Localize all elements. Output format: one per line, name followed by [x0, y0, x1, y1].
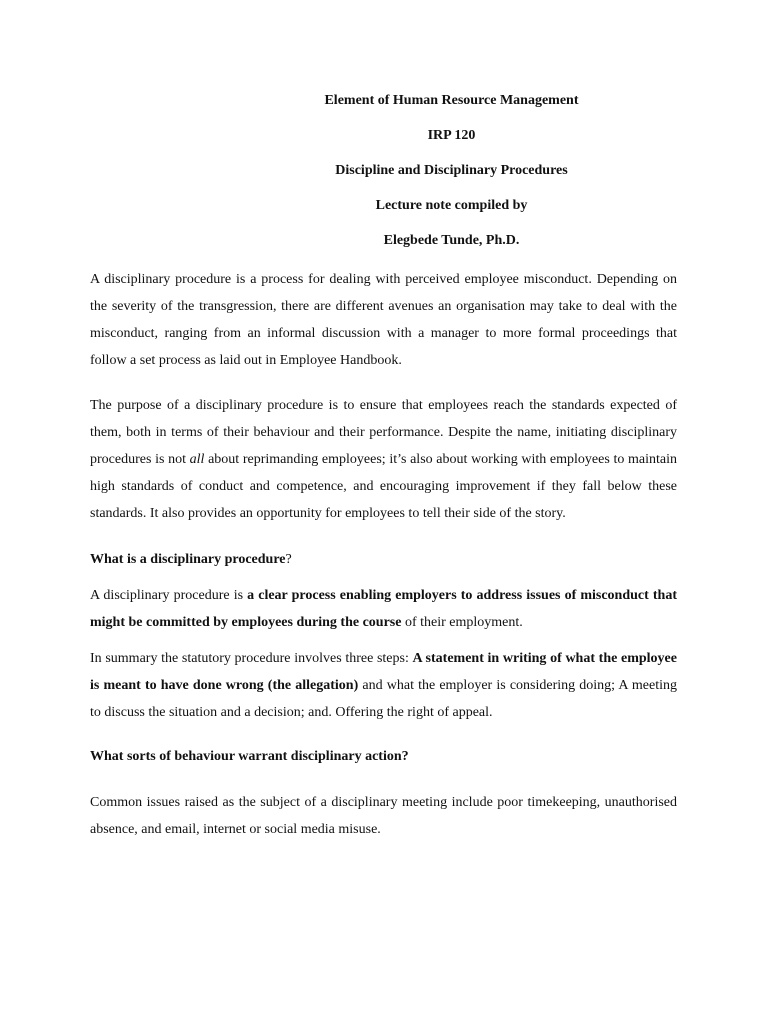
document-page: [90, 90, 677, 843]
issues-paragraph: Common issues raised as the subject of a disciplinary meeting include poor timekeeping, unauthorised absence, and email, internet or social media misuse.: [90, 795, 677, 837]
definition-paragraph: [90, 582, 677, 636]
course-title: Element of Human Resource Management: [324, 93, 579, 108]
summary-lead: In summary the statutory procedure involves three steps:: [90, 651, 413, 666]
question-1-text: What is a disciplinary procedure: [90, 552, 286, 567]
course-code: IRP 120: [427, 128, 476, 143]
summary-bold: A statement in writing of what the employee is meant to have done wrong (the allegation): [90, 651, 677, 693]
compiled-by-label: Lecture note compiled by: [375, 198, 528, 213]
purpose-text-2: about reprimanding employees; it’s also about working with employees to maintain high standards of conduct and competence, and encouraging improvement if they fall below these standards. It also provides an opportunity for employees to tell their side of the story.: [90, 452, 677, 521]
summary-tail: and what the employer is considering doing; A meeting to discuss the situation and a decision; and. Offering the right of appeal.: [90, 678, 677, 720]
intro-paragraph: A disciplinary procedure is a process for dealing with perceived employee misconduct. Depending on the severity of the transgression, there are different avenues an organisation may take to deal with the misconduct, ranging from an informal discussion with a manager to more formal proceedings that follow a set process as laid out in Employee Handbook.: [90, 272, 677, 368]
question-heading-2: What sorts of behaviour warrant disciplinary action?: [90, 749, 409, 764]
purpose-emphasis: all: [189, 452, 205, 467]
purpose-paragraph: [90, 392, 677, 527]
question-heading-1: [90, 546, 677, 573]
question-1-mark: ?: [285, 552, 292, 567]
lecture-topic: Discipline and Disciplinary Procedures: [335, 163, 568, 178]
definition-tail: of their employment.: [401, 615, 523, 630]
definition-bold: a clear process enabling employers to address issues of misconduct that might be committed by employees during the course: [90, 588, 678, 630]
author-name: Elegbede Tunde, Ph.D.: [383, 233, 520, 248]
definition-lead: A disciplinary procedure is: [90, 588, 248, 603]
summary-paragraph: [90, 645, 677, 726]
purpose-text-1: The purpose of a disciplinary procedure is to ensure that employees reach the standards expected of them, both in terms of their behaviour and their performance. Despite the name, initiating disciplinary procedures is not: [90, 398, 677, 467]
